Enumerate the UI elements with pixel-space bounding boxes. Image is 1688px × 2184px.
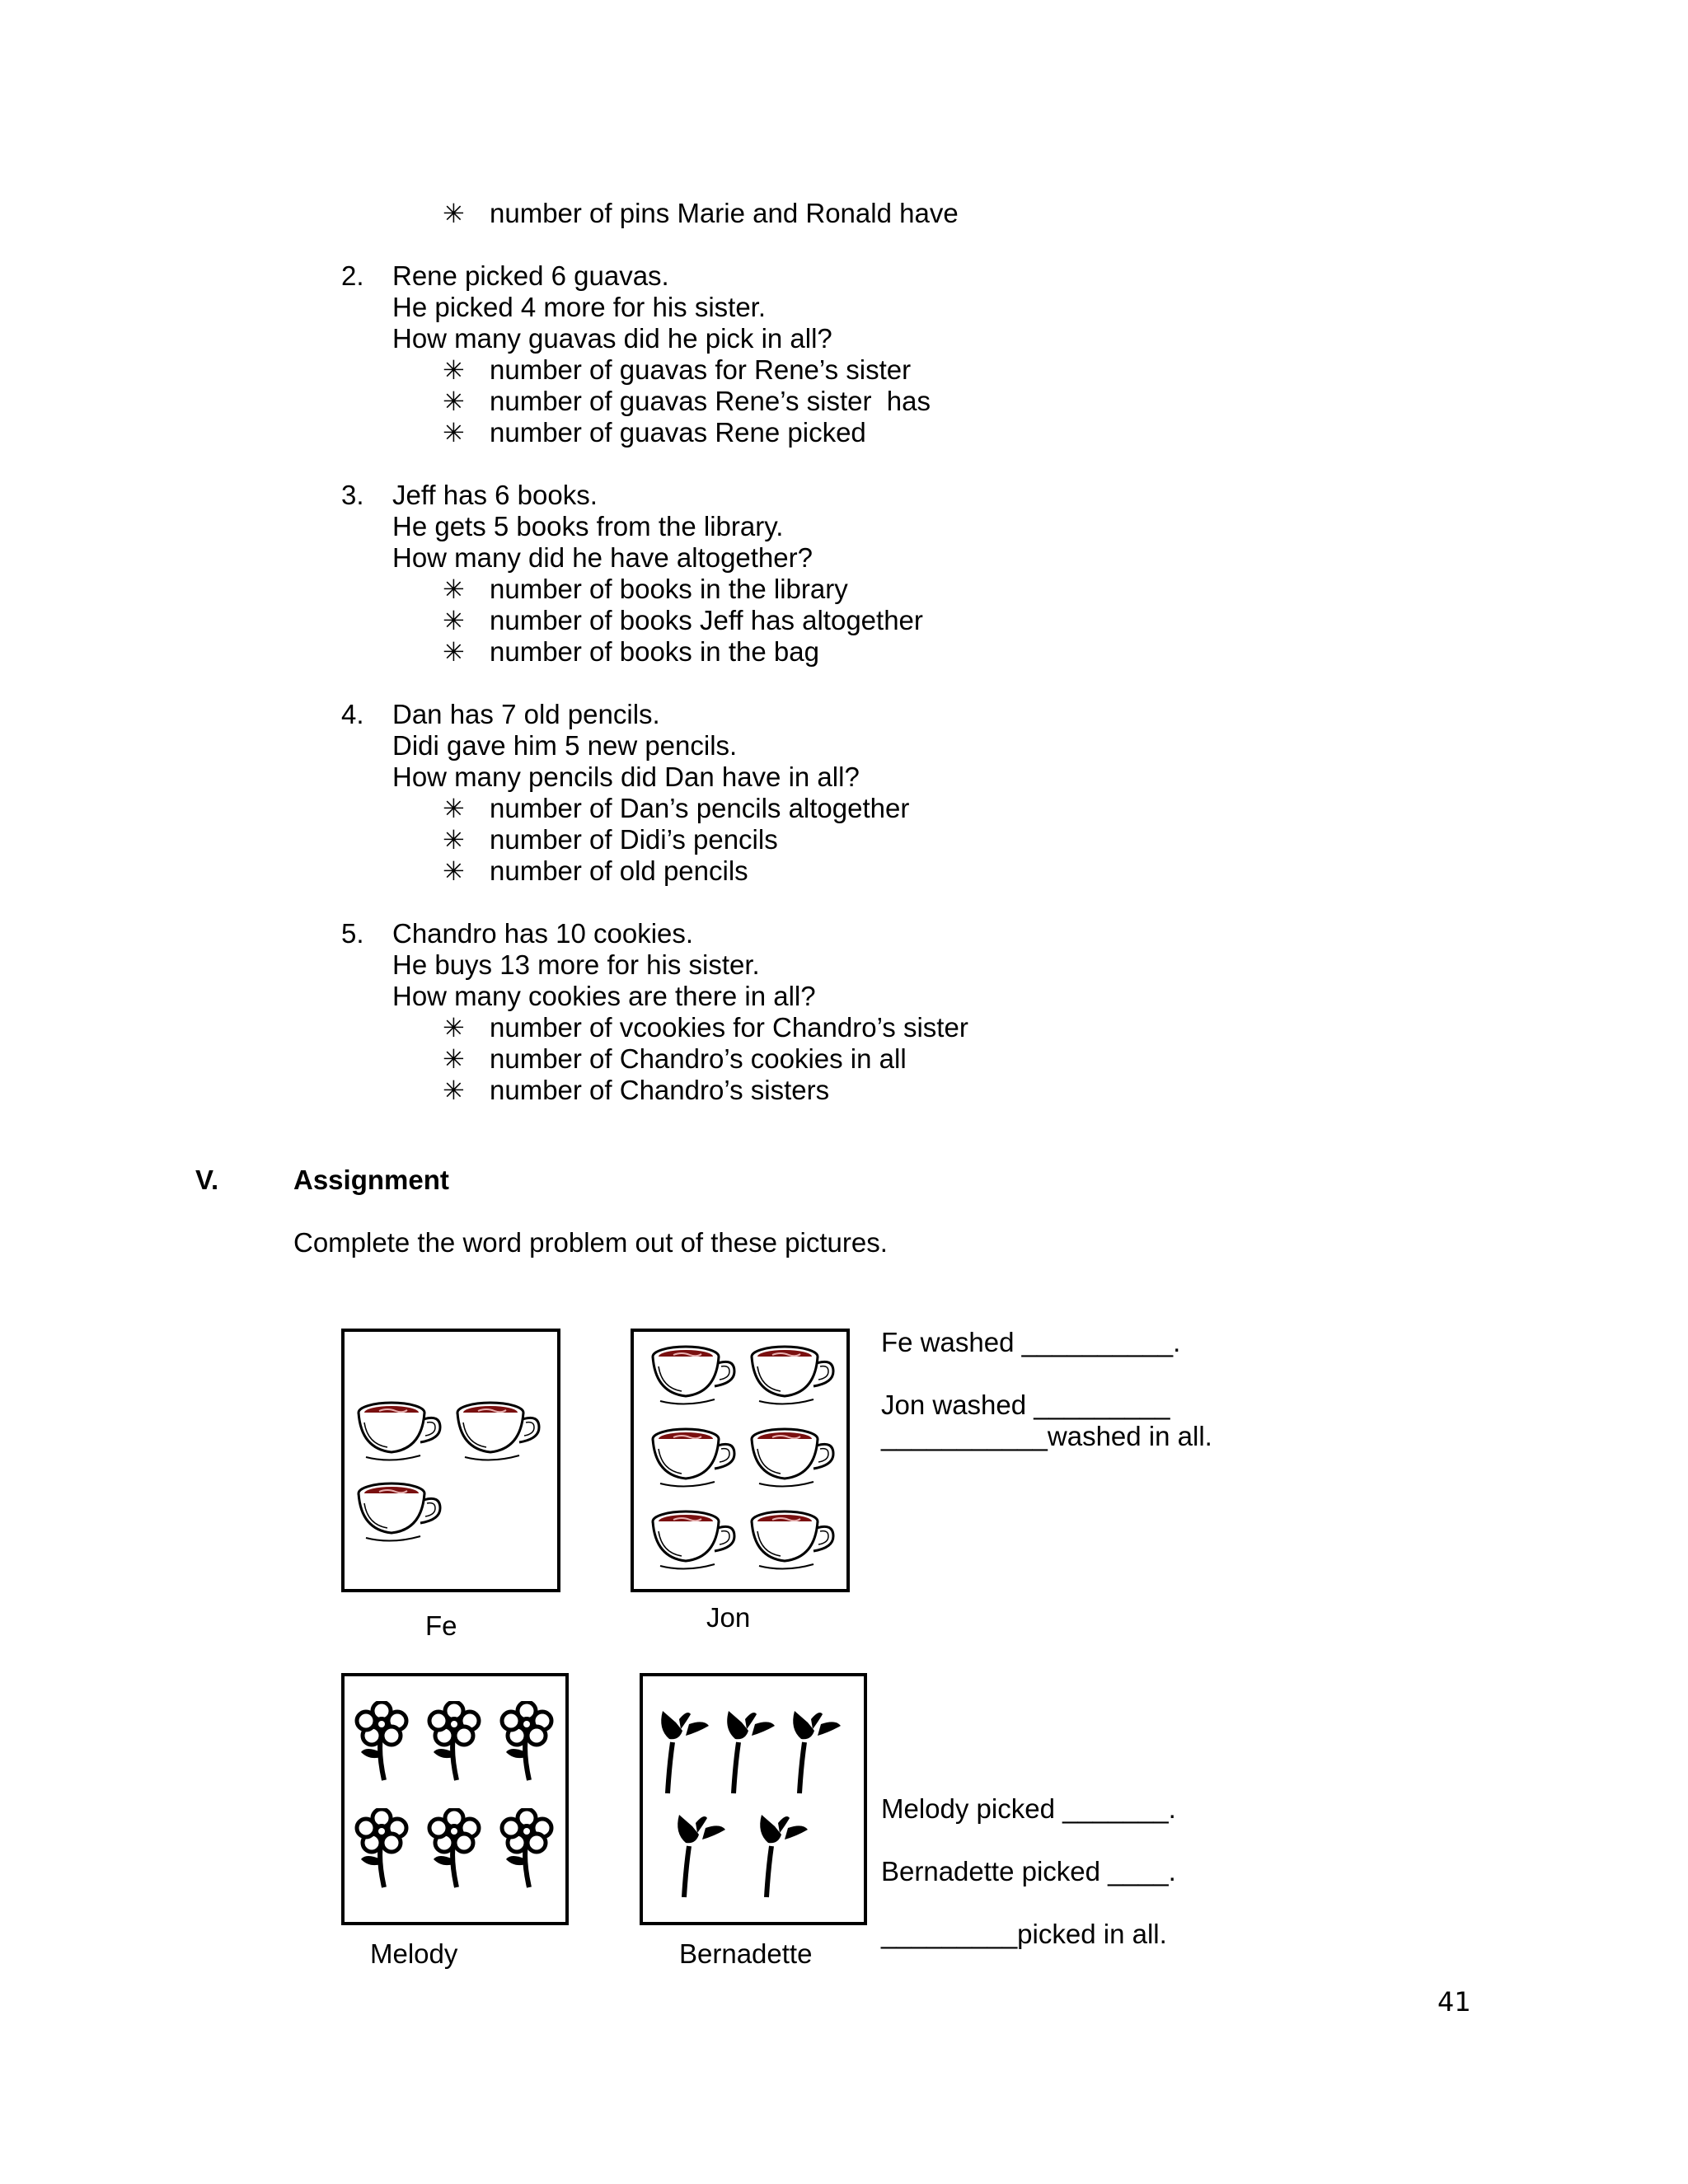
bullet-icon: ✳ — [443, 574, 465, 604]
bernadette-tulips-graphic — [643, 1676, 864, 1922]
bernadette-picture-box — [640, 1673, 867, 1925]
jon-label: Jon — [706, 1602, 751, 1633]
answer-option: number of guavas for Rene’s sister — [490, 354, 912, 385]
answer-option: number of books in the bag — [490, 636, 819, 667]
answer-option: number of vcookies for Chandro’s sister — [490, 1012, 968, 1043]
question-number: 5. — [341, 918, 364, 949]
answer-option: number of books in the library — [490, 574, 848, 604]
cup-icon — [752, 1429, 833, 1487]
question-line: How many cookies are there in all? — [392, 981, 816, 1011]
tulip-icon — [793, 1711, 841, 1793]
bullet-icon: ✳ — [443, 355, 465, 385]
tulip-icon — [727, 1711, 775, 1793]
flower-icon — [357, 1809, 406, 1887]
answer-option: number of guavas Rene picked — [490, 417, 866, 448]
bullet-icon: ✳ — [443, 199, 465, 228]
cup-icon — [752, 1347, 833, 1404]
cup-icon — [457, 1403, 539, 1460]
fe-washed-blank: Fe washed __________. — [881, 1327, 1181, 1357]
page-number: 41 — [1437, 1986, 1471, 2018]
fe-cups-graphic — [345, 1332, 557, 1589]
melody-flowers-graphic — [345, 1676, 565, 1922]
bernadette-picked-blank: Bernadette picked ____. — [881, 1856, 1176, 1886]
bullet-icon: ✳ — [443, 637, 465, 667]
answer-option: number of books Jeff has altogether — [490, 605, 923, 635]
melody-picture-box — [341, 1673, 569, 1925]
bullet-icon: ✳ — [443, 1076, 465, 1105]
jon-cups-graphic — [634, 1332, 846, 1589]
bullet-icon: ✳ — [443, 1044, 465, 1074]
tulip-icon — [678, 1815, 725, 1897]
cup-icon — [653, 1429, 734, 1487]
question-number: 2. — [341, 260, 364, 291]
question-line: Rene picked 6 guavas. — [392, 260, 669, 291]
section-numeral: V. — [195, 1165, 219, 1195]
flower-icon — [429, 1809, 479, 1887]
bernadette-label: Bernadette — [679, 1938, 813, 1969]
answer-option: number of old pencils — [490, 855, 748, 886]
bullet-icon: ✳ — [443, 1013, 465, 1043]
flower-icon — [502, 1809, 551, 1887]
flower-icon — [357, 1702, 406, 1780]
fe-label: Fe — [425, 1610, 457, 1641]
question-line: He gets 5 books from the library. — [392, 511, 784, 541]
picked-in-all-blank: _________picked in all. — [881, 1919, 1167, 1949]
fe-picture-box — [341, 1329, 560, 1592]
answer-option: number of Dan’s pencils altogether — [490, 793, 910, 823]
question-line: Chandro has 10 cookies. — [392, 918, 694, 949]
bullet-icon: ✳ — [443, 825, 465, 855]
washed-in-all-blank: ___________washed in all. — [881, 1421, 1212, 1451]
question-line: He buys 13 more for his sister. — [392, 949, 760, 980]
bullet-icon: ✳ — [443, 606, 465, 635]
section-title: Assignment — [293, 1165, 449, 1195]
bullet-icon: ✳ — [443, 387, 465, 416]
question-line: He picked 4 more for his sister. — [392, 292, 767, 322]
tulip-icon — [760, 1815, 808, 1897]
answer-option: number of Chandro’s cookies in all — [490, 1043, 907, 1074]
melody-label: Melody — [370, 1938, 458, 1969]
question-line: How many did he have altogether? — [392, 542, 813, 573]
answer-option: number of Didi’s pencils — [490, 824, 778, 855]
bullet-icon: ✳ — [443, 856, 465, 886]
flower-icon — [502, 1702, 551, 1780]
question-line: How many pencils did Dan have in all? — [392, 762, 860, 792]
cup-icon — [653, 1347, 734, 1404]
tulip-icon — [661, 1711, 709, 1793]
cup-icon — [653, 1511, 734, 1569]
carry-option: number of pins Marie and Ronald have — [490, 198, 959, 228]
jon-picture-box — [631, 1329, 850, 1592]
bullet-icon: ✳ — [443, 794, 465, 823]
flower-icon — [429, 1702, 479, 1780]
question-number: 4. — [341, 699, 364, 729]
cup-icon — [359, 1403, 440, 1460]
answer-option: number of guavas Rene’s sister has — [490, 386, 931, 416]
answer-option: number of Chandro’s sisters — [490, 1075, 830, 1105]
question-line: Didi gave him 5 new pencils. — [392, 730, 738, 761]
question-number: 3. — [341, 480, 364, 510]
question-line: Dan has 7 old pencils. — [392, 699, 660, 729]
section-instruction: Complete the word problem out of these pictures. — [293, 1227, 888, 1258]
melody-picked-blank: Melody picked _______. — [881, 1793, 1176, 1824]
question-line: Jeff has 6 books. — [392, 480, 598, 510]
cup-icon — [359, 1483, 440, 1541]
cup-icon — [752, 1511, 833, 1569]
jon-washed-blank: Jon washed _________ — [881, 1390, 1170, 1420]
bullet-icon: ✳ — [443, 418, 465, 448]
question-line: How many guavas did he pick in all? — [392, 323, 832, 354]
